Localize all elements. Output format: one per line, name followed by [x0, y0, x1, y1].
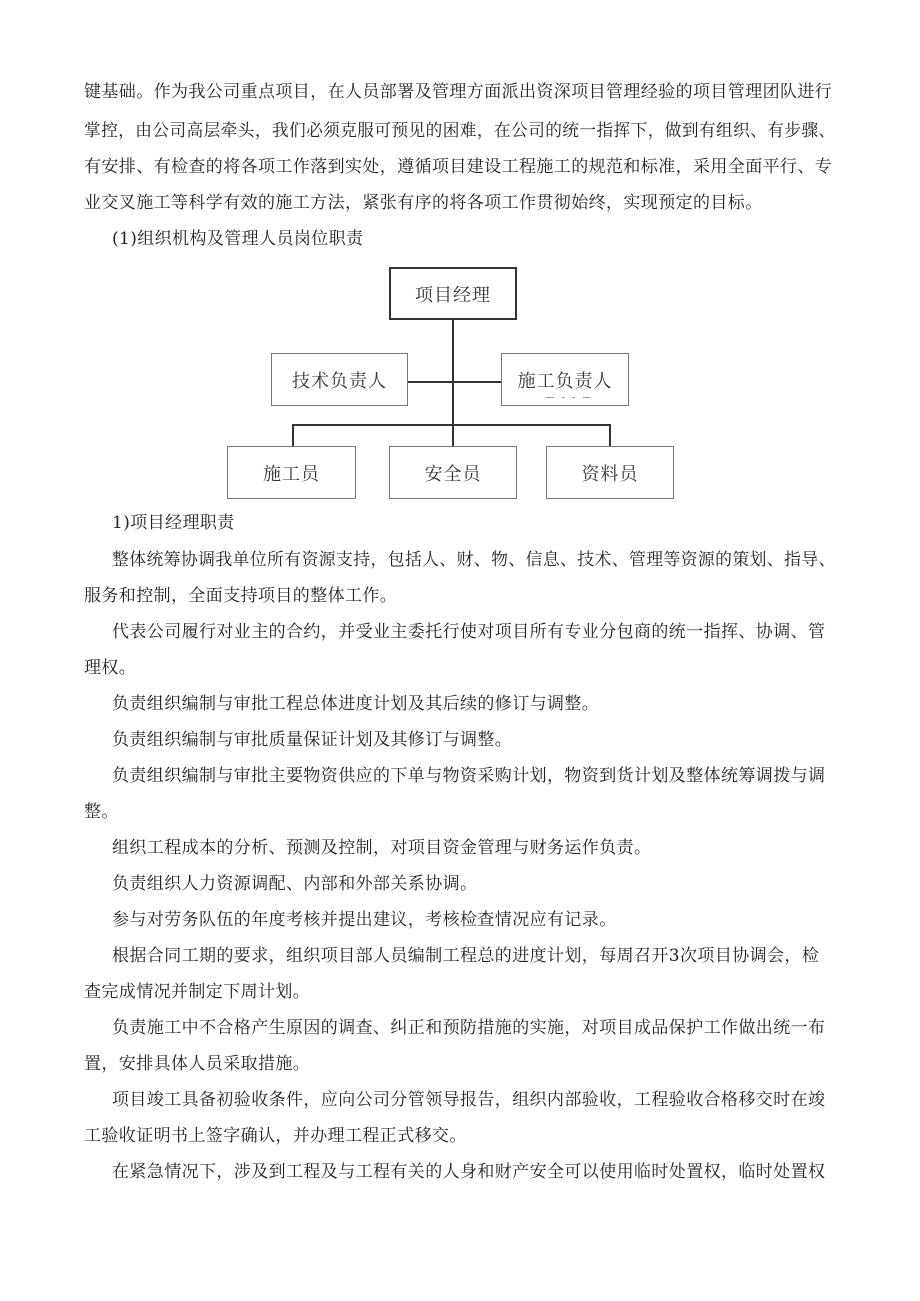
body-line: 参与对劳务队伍的年度考核并提出建议，考核检查情况应有记录。 [112, 910, 617, 930]
body-line: 项目竣工具备初验收条件，应向公司分管领导报告，组织内部验收，工程验收合格移交时在竣 [112, 1090, 826, 1110]
body-line: 置，安排具体人员采取措施。 [84, 1054, 311, 1074]
body-line: 理权。 [84, 658, 137, 678]
org-label: 安全员 [424, 463, 482, 485]
body-line: 负责组织编制与审批工程总体进度计划及其后续的修订与调整。 [112, 694, 600, 714]
org-label: 技术负责人 [292, 370, 387, 392]
org-connector-vertical [452, 319, 454, 446]
org-box-safety-officer [389, 446, 517, 499]
section-heading: (1)组织机构及管理人员岗位职责 [112, 229, 364, 249]
org-box-construction-lead [501, 353, 629, 406]
body-line: 在紧急情况下，涉及到工程及与工程有关的人身和财产安全可以使用临时处置权，临时处置权 [112, 1162, 826, 1182]
subheading: 1)项目经理职责 [112, 513, 235, 533]
body-line: 代表公司履行对业主的合约，并受业主委托行使对项目所有专业分包商的统一指挥、协调、管 [112, 622, 826, 642]
org-connector-left-drop [292, 424, 294, 446]
intro-line: 有安排、有检查的将各项工作落到实处，遵循项目建设工程施工的规范和标准，采用全面平行、专 [84, 157, 833, 177]
body-line: 服务和控制，全面支持项目的整体工作。 [84, 586, 398, 606]
org-box-documentation-officer [546, 446, 674, 499]
org-box-technical-lead [271, 353, 408, 406]
org-label: 项目经理 [415, 284, 491, 306]
org-connector-right-drop [609, 424, 611, 446]
scan-artifact [562, 397, 565, 398]
org-box-constructor [227, 446, 356, 499]
org-label: 资料员 [581, 463, 639, 485]
org-label: 施工负责人 [517, 370, 613, 392]
org-connector-middle [407, 381, 501, 383]
body-line: 工验收证明书上签字确认，并办理工程正式移交。 [84, 1126, 467, 1146]
body-line: 负责组织编制与审批主要物资供应的下单与物资采购计划，物资到货计划及整体统筹调拨与调 [112, 766, 826, 786]
body-line: 负责施工中不合格产生原因的调查、纠正和预防措施的实施，对项目成品保护工作做出统一布 [112, 1018, 826, 1038]
body-line: 整体统筹协调我单位所有资源支持，包括人、财、物、信息、技术、管理等资源的策划、指导、 [112, 550, 836, 570]
scan-artifact [583, 397, 590, 398]
intro-line: 业交叉施工等科学有效的施工方法，紧张有序的将各项工作贯彻始终，实现预定的目标。 [84, 193, 763, 213]
scan-artifact [572, 397, 575, 398]
org-connector-bottom-bar [292, 424, 611, 426]
body-line: 组织工程成本的分析、预测及控制，对项目资金管理与财务运作负责。 [112, 838, 652, 858]
body-line: 根据合同工期的要求，组织项目部人员编制工程总的进度计划，每周召开3次项目协调会，检 [112, 946, 820, 966]
org-label: 施工员 [263, 463, 320, 485]
body-line: 负责组织人力资源调配、内部和外部关系协调。 [112, 874, 478, 894]
org-box-project-manager [389, 267, 517, 320]
intro-line: 键基础。作为我公司重点项目，在人员部署及管理方面派出资深项目管理经验的项目管理团队进行 [84, 82, 833, 102]
intro-line: 掌控，由公司高层牵头，我们必须克服可预见的困难，在公司的统一指挥下，做到有组织、有步骤、 [84, 121, 836, 141]
body-line: 查完成情况并制定下周计划。 [84, 982, 311, 1002]
body-line: 负责组织编制与审批质量保证计划及其修订与调整。 [112, 730, 513, 750]
body-line: 整。 [84, 802, 119, 822]
org-chart [0, 0, 920, 520]
scan-artifact [546, 397, 554, 398]
